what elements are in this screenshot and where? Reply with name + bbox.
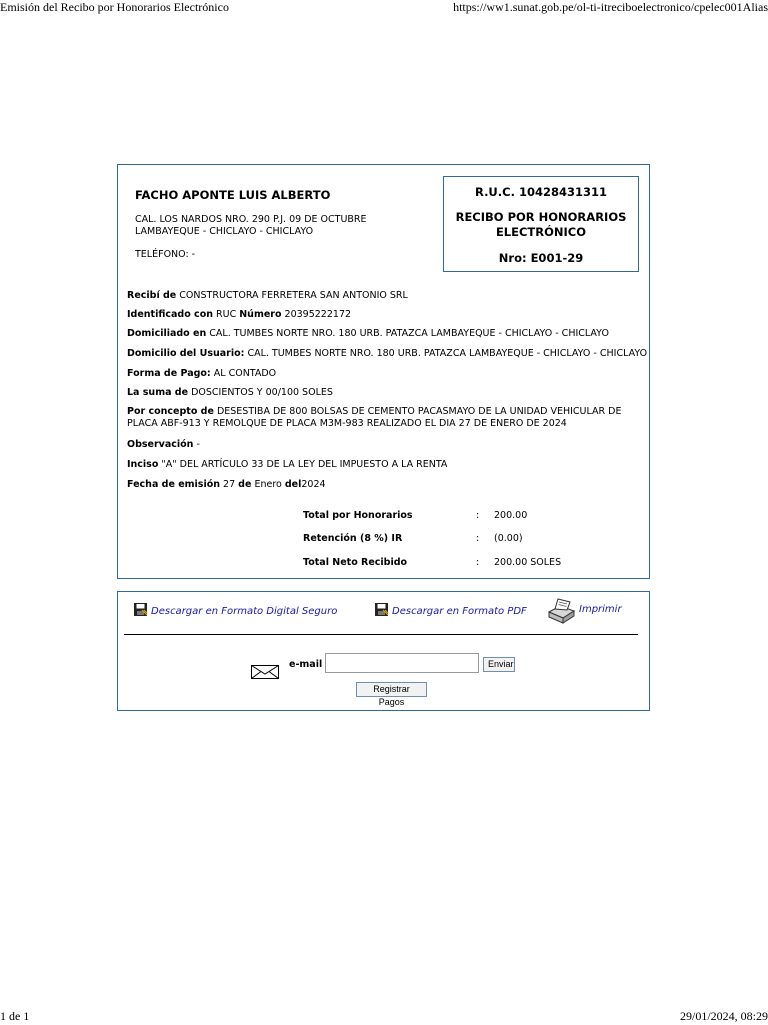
issuer-address-line1: CAL. LOS NARDOS NRO. 290 P.J. 09 DE OCTUBRE — [135, 214, 367, 225]
domiciliado-label: Domiciliado en — [127, 328, 207, 339]
receipt-number: Nro: E001-29 — [498, 251, 584, 265]
inciso-row — [127, 459, 447, 470]
total-neto-value: 200.00 SOLES — [494, 557, 562, 568]
concepto-label: Por concepto de — [127, 406, 214, 417]
observacion-row — [127, 439, 200, 450]
email-label: e-mail — [289, 659, 323, 670]
domicilio-usuario-value: CAL. TUMBES NORTE NRO. 180 URB. PATAZCA LAMBAYEQUE - CHICLAYO - CHICLAYO — [247, 348, 648, 359]
suma-row — [127, 387, 333, 398]
download-secure-label: Descargar en Formato Digital Seguro — [151, 606, 338, 617]
issuer-phone: TELÉFONO: - — [135, 249, 196, 260]
forma-pago-row — [127, 368, 276, 379]
domicilio-usuario-row — [127, 348, 647, 359]
receipt-type-line1: RECIBO POR HONORARIOS — [455, 210, 627, 224]
suma-label: La suma de — [127, 387, 189, 398]
domiciliado-value: CAL. TUMBES NORTE NRO. 180 URB. PATAZCA LAMBAYEQUE - CHICLAYO - CHICLAYO — [209, 328, 609, 339]
concepto-value: DESESTIBA DE 800 BOLSAS DE CEMENTO PACASMAYO DE LA UNIDAD VEHICULAR DE PLACA ABF-913 Y REMOLQUE DE PLACA M3M-983 REALIZADO EL DIA 27 DE ENERO DE 2024 — [127, 406, 622, 429]
receipt-type-line2: ELECTRÓNICO — [495, 225, 587, 239]
print-label: Imprimir — [579, 603, 622, 615]
observacion-label: Observación — [127, 439, 194, 450]
retencion-colon: : — [476, 533, 480, 544]
email-input[interactable] — [325, 653, 479, 673]
actions-panel — [117, 591, 650, 711]
download-secure-link[interactable] — [133, 602, 337, 620]
recibi-de-label: Recibí de — [127, 290, 177, 301]
total-honorarios-colon: : — [476, 510, 480, 521]
envelope-icon — [251, 664, 279, 683]
recibi-de-row — [127, 290, 408, 301]
send-button[interactable]: Enviar — [483, 657, 515, 672]
download-pdf-link[interactable] — [374, 602, 527, 620]
suma-value: DOSCIENTOS Y 00/100 SOLES — [191, 387, 333, 398]
fecha-de: de — [238, 479, 252, 490]
fecha-emision-row — [127, 479, 326, 490]
download-pdf-label: Descargar en Formato PDF — [392, 606, 527, 617]
fecha-emision-label: Fecha de emisión — [127, 479, 221, 490]
identificado-row — [127, 309, 351, 320]
inciso-value: "A" DEL ARTÍCULO 33 DE LA LEY DEL IMPUESTO A LA RENTA — [161, 459, 448, 470]
identificado-label: Identificado con — [127, 309, 213, 320]
forma-pago-value: AL CONTADO — [213, 368, 277, 379]
identificado-numero-label: Número — [239, 309, 282, 320]
print-page-title: Emisión del Recibo por Honorarios Electrónico — [0, 0, 229, 14]
fecha-del: del — [284, 479, 302, 490]
inciso-label: Inciso — [127, 459, 159, 470]
print-link[interactable] — [546, 596, 622, 627]
recibi-de-value: CONSTRUCTORA FERRETERA SAN ANTONIO SRL — [179, 290, 408, 301]
ruc-box — [443, 176, 639, 272]
issuer-name: FACHO APONTE LUIS ALBERTO — [135, 188, 331, 202]
identificado-value: 20395222172 — [284, 309, 352, 320]
domiciliado-row — [127, 328, 609, 339]
total-neto-colon: : — [476, 557, 480, 568]
identificado-type: RUC — [216, 309, 237, 320]
print-page-count: 1 de 1 — [0, 1009, 30, 1023]
total-honorarios-value: 200.00 — [494, 510, 528, 521]
print-datetime: 29/01/2024, 08:29 — [679, 1009, 768, 1023]
receipt-type — [444, 210, 638, 240]
forma-pago-label: Forma de Pago: — [127, 368, 211, 379]
register-payments-button[interactable]: Registrar Pagos — [356, 682, 427, 697]
ruc-number: R.U.C. 10428431311 — [475, 185, 607, 199]
fecha-day: 27 — [223, 479, 236, 490]
issuer-address-line2: LAMBAYEQUE - CHICLAYO - CHICLAYO — [135, 226, 314, 237]
concepto-row — [127, 406, 642, 430]
fecha-month: Enero — [254, 479, 282, 490]
fecha-year: 2024 — [301, 479, 326, 490]
print-footer — [0, 1009, 768, 1025]
retencion-value: (0.00) — [494, 533, 523, 544]
total-neto-label: Total Neto Recibido — [303, 557, 408, 568]
floppy-disk-icon — [133, 602, 148, 620]
total-honorarios-label: Total por Honorarios — [303, 510, 413, 521]
domicilio-usuario-label: Domicilio del Usuario: — [127, 348, 245, 359]
floppy-disk-icon — [374, 602, 389, 620]
retencion-label: Retención (8 %) IR — [303, 533, 403, 544]
observacion-value: - — [196, 439, 200, 450]
print-page-url: https://ww1.sunat.gob.pe/ol-ti-itreciboelectronico/cpelec001Alias — [453, 0, 768, 14]
divider — [124, 634, 638, 635]
print-header — [0, 0, 768, 16]
printer-icon — [546, 596, 576, 627]
receipt-panel — [117, 164, 650, 579]
issuer-address — [135, 214, 405, 238]
